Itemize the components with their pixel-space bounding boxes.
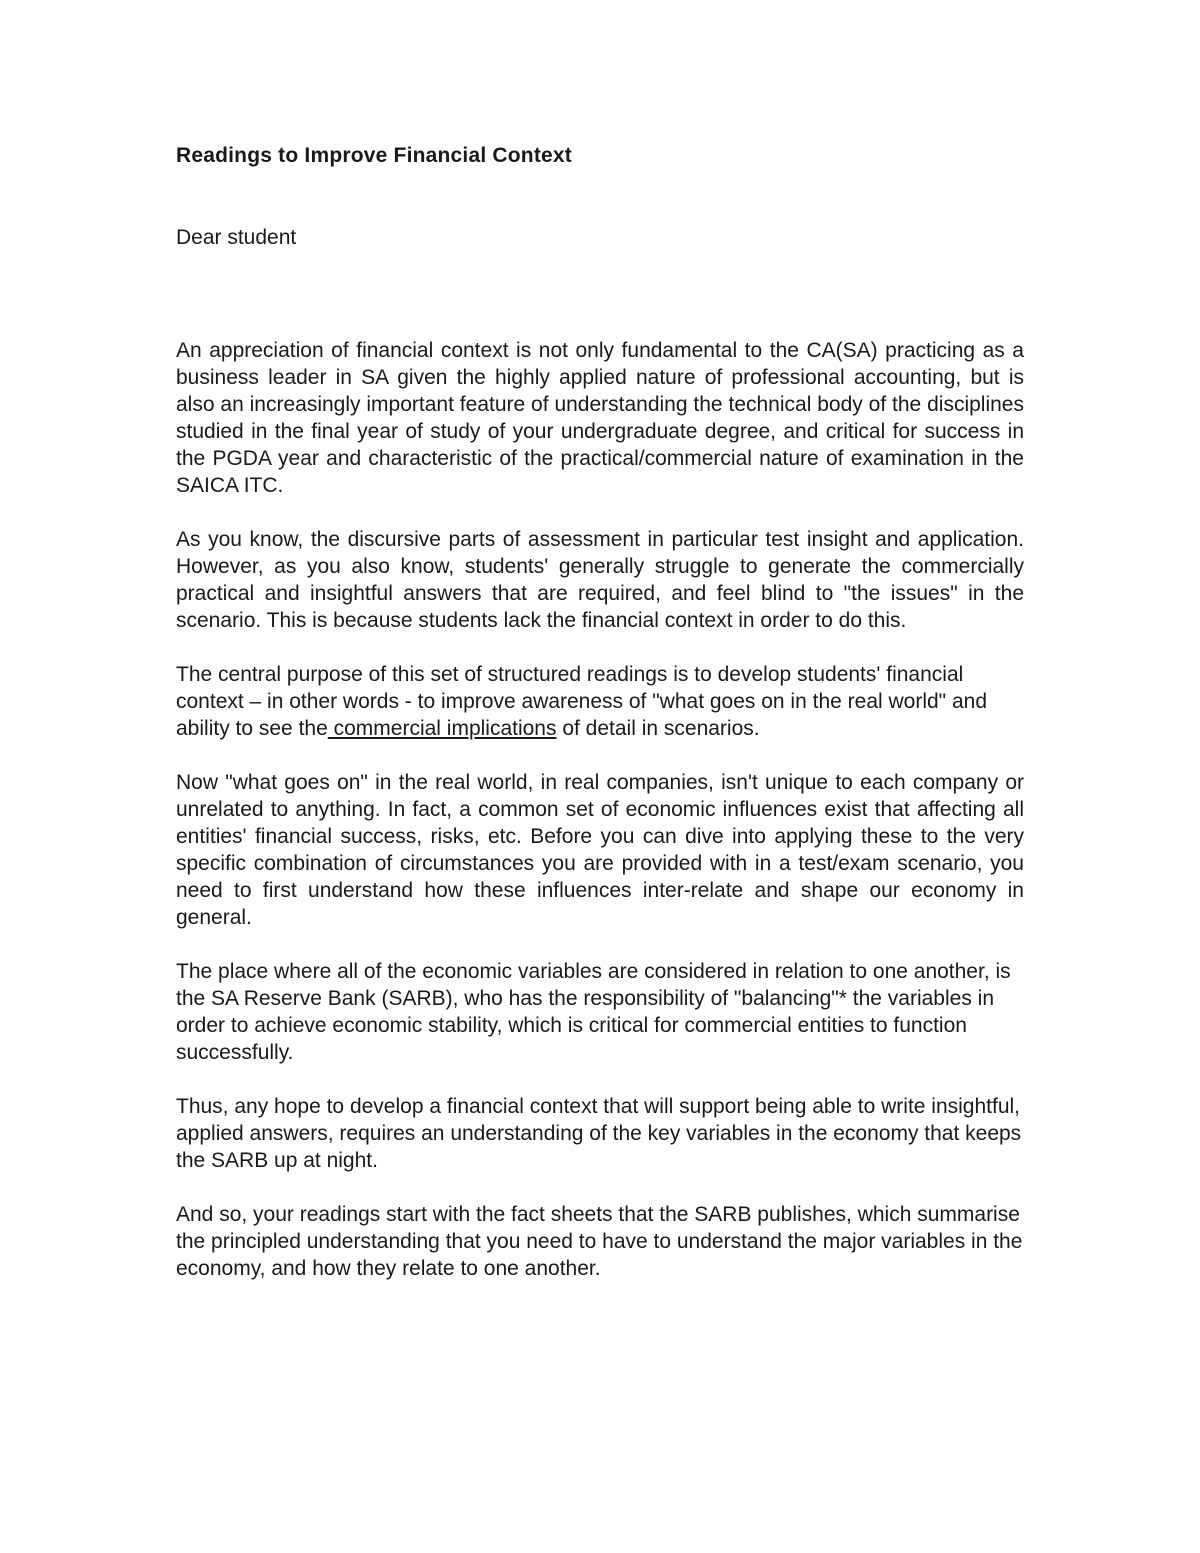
paragraph-readings-start: And so, your readings start with the fact sheets that the SARB publishes, which summarise the principled understanding that you need to have to understand the major variables in the economy, and how they relate to one another. xyxy=(176,1203,1023,1280)
salutation: Dear student xyxy=(176,226,297,249)
underlined-phrase: commercial implications xyxy=(327,717,557,740)
document-page xyxy=(176,140,1024,1282)
paragraph-text: of detail in scenarios. xyxy=(556,717,760,740)
document-title: Readings to Improve Financial Context xyxy=(176,144,572,167)
paragraph-financial-context: An appreciation of financial context is not only fundamental to the CA(SA) practicing as a business leader in SA given the highly applied nature of professional accounting, but is also an increasingly important feature of understanding the technical body of the disciplines studied in the final year of study of your undergraduate degree, and critical for success in the PGDA year and characteristic of the practical/commercial nature of examination in the SAICA ITC. xyxy=(176,339,1024,497)
paragraph-sarb: The place where all of the economic variables are considered in relation to one another, is the SA Reserve Bank (SARB), who has the responsibility of "balancing"* the variables in order to achieve economic stability, which is critical for commercial entities to function successfully. xyxy=(176,960,1011,1064)
paragraph-assessment: As you know, the discursive parts of assessment in particular test insight and application. However, as you also know, students' generally struggle to generate the commercially practical and insightful answers that are required, and feel blind to "the issues" in the scenario. This is because students lack the financial context in order to do this. xyxy=(176,528,1024,632)
paragraph-central-purpose xyxy=(176,661,1024,742)
paragraph-key-variables: Thus, any hope to develop a financial context that will support being able to write insightful, applied answers, requires an understanding of the key variables in the economy that keeps the SARB up at night. xyxy=(176,1095,1022,1172)
paragraph-text: The central purpose of this set of structured readings is to develop students' financial context – in other words - to improve awareness of "what goes on in the real world" and ability to see the xyxy=(176,663,988,740)
paragraph-real-world: Now "what goes on" in the real world, in real companies, isn't unique to each company or unrelated to anything. In fact, a common set of economic influences exist that affecting all entities' financial success, risks, etc. Before you can dive into applying these to the very specific combination of circumstances you are provided with in a test/exam scenario, you need to first understand how these influences inter-relate and shape our economy in general. xyxy=(176,771,1024,929)
